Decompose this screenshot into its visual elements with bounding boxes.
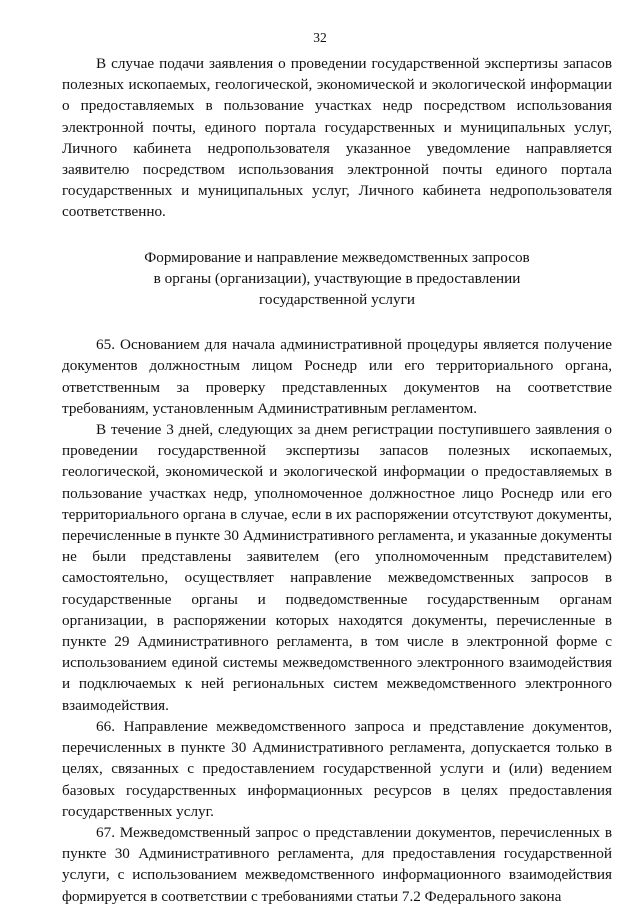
section-heading: [102, 247, 572, 311]
document-body: [62, 53, 612, 907]
page-number: 32: [313, 30, 327, 45]
section-heading-line-1: Формирование и направление межведомственных запросов: [144, 248, 530, 266]
paragraph-66: 66. Направление межведомственного запроса и представление документов, перечисленных в пункте 30 Административного регламента, допускается только в целях, связанных с предоставлением государственной услуги и (или) ведением базовых государственных информационных ресурсов в целях предоставления государственных услуг.: [62, 717, 612, 820]
paragraph-65: 65. Основанием для начала административной процедуры является получение документов должностным лицом Роснедр или его территориального органа, ответственным за проверку представленных документов на соответствие требованиям, установленным Административным регламентом.: [62, 336, 612, 417]
paragraph-67: 67. Межведомственный запрос о представлении документов, перечисленных в пункте 30 Административного регламента, для предоставления государственной услуги, с использованием межведомственного информационного взаимодействия формируется в соответствии с требованиями статьи 7.2 Федерального закона: [62, 823, 612, 905]
paragraph-3-days: В течение 3 дней, следующих за днем регистрации поступившего заявления о проведении государственной экспертизы запасов полезных ископаемых, геологической, экономической и экологической информации о предоставляемых в пользование участках недр, уполномоченное должностное лицо Роснедр или его территориального органа в случае, если в их распоряжении отсутствуют документы, перечисленные в пункте 30 Административного регламента, и указанные документы не были представлены заявителем (его уполномоченным представителем) самостоятельно, осуществляет направление межведомственных запросов в государственные органы и подведомственные государственным органам организации, в распоряжении которых находятся документы, перечисленные в пункте 29 Административного регламента, в том числе в электронной форме с использованием единой системы межведомственного электронного взаимодействия и подключаемых к ней региональных систем межведомственного электронного взаимодействия.: [62, 421, 612, 714]
section-heading-line-3: государственной услуги: [259, 291, 415, 309]
section-heading-line-2: в органы (организации), участвующие в предоставлении: [153, 269, 521, 287]
paragraph-notification: В случае подачи заявления о проведении государственной экспертизы запасов полезных ископаемых, геологической, экономической и экологической информации о предоставляемых в пользование участках недр посредством использования электронной почты, единого портала государственных и муниципальных услуг, Личного кабинета недропользователя указанное уведомление направляется заявителю посредством использования электронной почты единого портала государственных и муниципальных услуг, Личного кабинета недропользователя соответственно.: [62, 55, 612, 221]
